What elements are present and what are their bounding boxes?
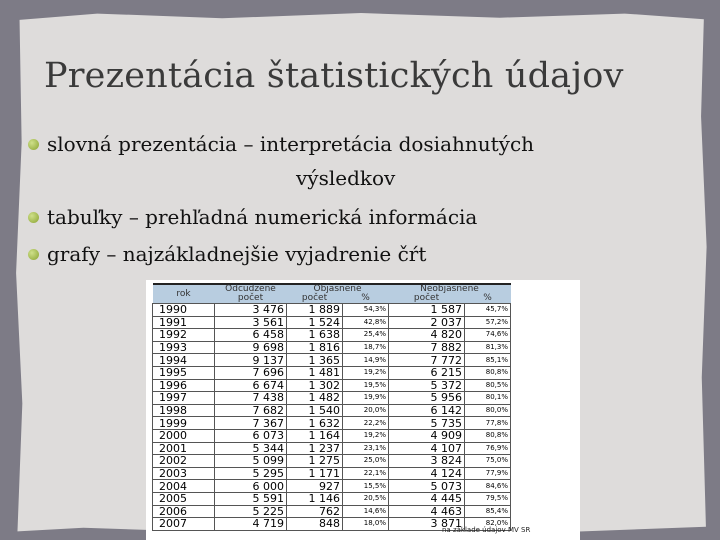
table-cell: 848 [287,518,343,531]
table-cell: 82,0% [465,518,511,531]
table-cell: 927 [287,480,343,493]
table-cell: 5 225 [215,505,287,518]
bullet-1-text: slovná prezentácia – interpretácia dosiahnutých [47,132,535,156]
statistics-table [152,283,511,531]
table-row [153,480,511,493]
table-cell: 1992 [153,329,215,342]
table-cell: 14,9% [343,354,389,367]
table-row [153,354,511,367]
table-cell: 75,0% [465,455,511,468]
table-cell: 1 638 [287,329,343,342]
table-cell: 1 146 [287,492,343,505]
table-cell: 18,0% [343,518,389,531]
bullet-3 [28,242,426,266]
table-cell: 3 871 [389,518,465,531]
table-cell: 6 674 [215,379,287,392]
table-cell: 14,6% [343,505,389,518]
table-cell: 3 476 [215,304,287,317]
table-cell: 1991 [153,316,215,329]
bullet-dot-icon [28,249,39,260]
table-cell: 1995 [153,366,215,379]
table-cell: 7 882 [389,341,465,354]
table-row [153,442,511,455]
table-cell: 85,1% [465,354,511,367]
table-cell: 1993 [153,341,215,354]
table-cell: 4 463 [389,505,465,518]
table-cell: 18,7% [343,341,389,354]
table-cell: 1 237 [287,442,343,455]
table-cell: 2007 [153,518,215,531]
table-cell: 42,8% [343,316,389,329]
table-cell: 7 438 [215,392,287,405]
table-cell: 3 824 [389,455,465,468]
table-cell: 74,6% [465,329,511,342]
table-cell: 1997 [153,392,215,405]
table-cell: 5 372 [389,379,465,392]
col-header-unsolved: Neobjasnené [389,284,511,294]
table-cell: 23,1% [343,442,389,455]
table-cell: 4 124 [389,467,465,480]
table-cell: 5 073 [389,480,465,493]
table-row [153,341,511,354]
slide-title: Prezentácia štatistických údajov [44,56,624,96]
table-cell: 5 956 [389,392,465,405]
table-cell: 19,5% [343,379,389,392]
table-cell: 6 215 [389,366,465,379]
table-cell: 9 137 [215,354,287,367]
table-row [153,505,511,518]
table-source-note: na základe údajov MV SR [442,526,531,534]
table-row [153,467,511,480]
table-cell: 7 772 [389,354,465,367]
statistics-table-image [146,280,580,540]
table-cell: 81,3% [465,341,511,354]
table-row [153,392,511,405]
bullet-2-text: tabuľky – prehľadná numerická informácia [47,205,478,229]
table-cell: 2000 [153,429,215,442]
table-cell: 4 445 [389,492,465,505]
table-cell: 25,0% [343,455,389,468]
table-cell: 5 591 [215,492,287,505]
table-cell: 20,0% [343,404,389,417]
table-cell: 3 561 [215,316,287,329]
subheader-unsolved-count: počet [413,293,440,303]
table-cell: 79,5% [465,492,511,505]
table-cell: 7 682 [215,404,287,417]
table-cell: 80,1% [465,392,511,405]
table-cell: 80,5% [465,379,511,392]
table-cell: 22,1% [343,467,389,480]
table-cell: 77,9% [465,467,511,480]
table-row [153,379,511,392]
table-cell: 19,2% [343,366,389,379]
table-cell: 4 107 [389,442,465,455]
table-cell: 1 816 [287,341,343,354]
table-cell: 5 099 [215,455,287,468]
bullet-dot-icon [28,212,39,223]
bullet-1 [28,132,534,156]
table-cell: 15,5% [343,480,389,493]
table-cell: 4 719 [215,518,287,531]
table-cell: 1996 [153,379,215,392]
table-cell: 4 820 [389,329,465,342]
table-cell: 9 698 [215,341,287,354]
col-header-stolen: Odcudzené počet [215,284,287,304]
table-cell: 2004 [153,480,215,493]
table-cell: 25,4% [343,329,389,342]
table-cell: 5 735 [389,417,465,430]
table-cell: 77,8% [465,417,511,430]
table-cell: 6 458 [215,329,287,342]
table-cell: 1 482 [287,392,343,405]
table-cell: 1 171 [287,467,343,480]
table-cell: 1 632 [287,417,343,430]
table-cell: 5 295 [215,467,287,480]
bullet-2 [28,205,477,229]
table-cell: 2005 [153,492,215,505]
table-cell: 4 909 [389,429,465,442]
table-cell: 22,2% [343,417,389,430]
table-cell: 1 275 [287,455,343,468]
table-row [153,429,511,442]
table-cell: 6 073 [215,429,287,442]
table-cell: 84,6% [465,480,511,493]
bullet-3-text: grafy – najzákladnejšie vyjadrenie čŕt [47,242,427,266]
table-cell: 1990 [153,304,215,317]
table-cell: 2 037 [389,316,465,329]
col-header-solved: Objasnené [287,284,389,294]
table-cell: 85,4% [465,505,511,518]
table-cell: 80,8% [465,366,511,379]
table-cell: 2001 [153,442,215,455]
table-cell: 1994 [153,354,215,367]
table-row [153,492,511,505]
subheader-solved-count: počet [301,293,328,303]
col-header-year: rok [153,284,215,304]
table-cell: 7 696 [215,366,287,379]
table-cell: 80,8% [465,429,511,442]
table-cell: 1 365 [287,354,343,367]
table-cell: 2006 [153,505,215,518]
table-row [153,417,511,430]
table-cell: 1 524 [287,316,343,329]
table-cell: 76,9% [465,442,511,455]
table-cell: 80,0% [465,404,511,417]
table-cell: 1998 [153,404,215,417]
table-cell: 6 000 [215,480,287,493]
table-header-row [153,284,511,294]
table-row [153,304,511,317]
subheader-unsolved-pct: % [483,293,492,303]
table-cell: 1 164 [287,429,343,442]
table-cell: 54,3% [343,304,389,317]
table-cell: 19,9% [343,392,389,405]
table-row [153,366,511,379]
table-cell: 1 889 [287,304,343,317]
table-cell: 2002 [153,455,215,468]
table-row [153,329,511,342]
table-cell: 6 142 [389,404,465,417]
table-cell: 57,2% [465,316,511,329]
table-cell: 19,2% [343,429,389,442]
table-cell: 7 367 [215,417,287,430]
table-cell: 1999 [153,417,215,430]
table-row [153,316,511,329]
table-cell: 2003 [153,467,215,480]
table-cell: 1 302 [287,379,343,392]
table-cell: 1 540 [287,404,343,417]
table-cell: 20,5% [343,492,389,505]
table-cell: 1 587 [389,304,465,317]
subheader-solved-pct: % [361,293,370,303]
table-cell: 5 344 [215,442,287,455]
bullet-dot-icon [28,139,39,150]
table-cell: 45,7% [465,304,511,317]
table-cell: 762 [287,505,343,518]
bullet-1-continuation: výsledkov [296,166,396,190]
table-row [153,455,511,468]
table-row [153,404,511,417]
table-cell: 1 481 [287,366,343,379]
